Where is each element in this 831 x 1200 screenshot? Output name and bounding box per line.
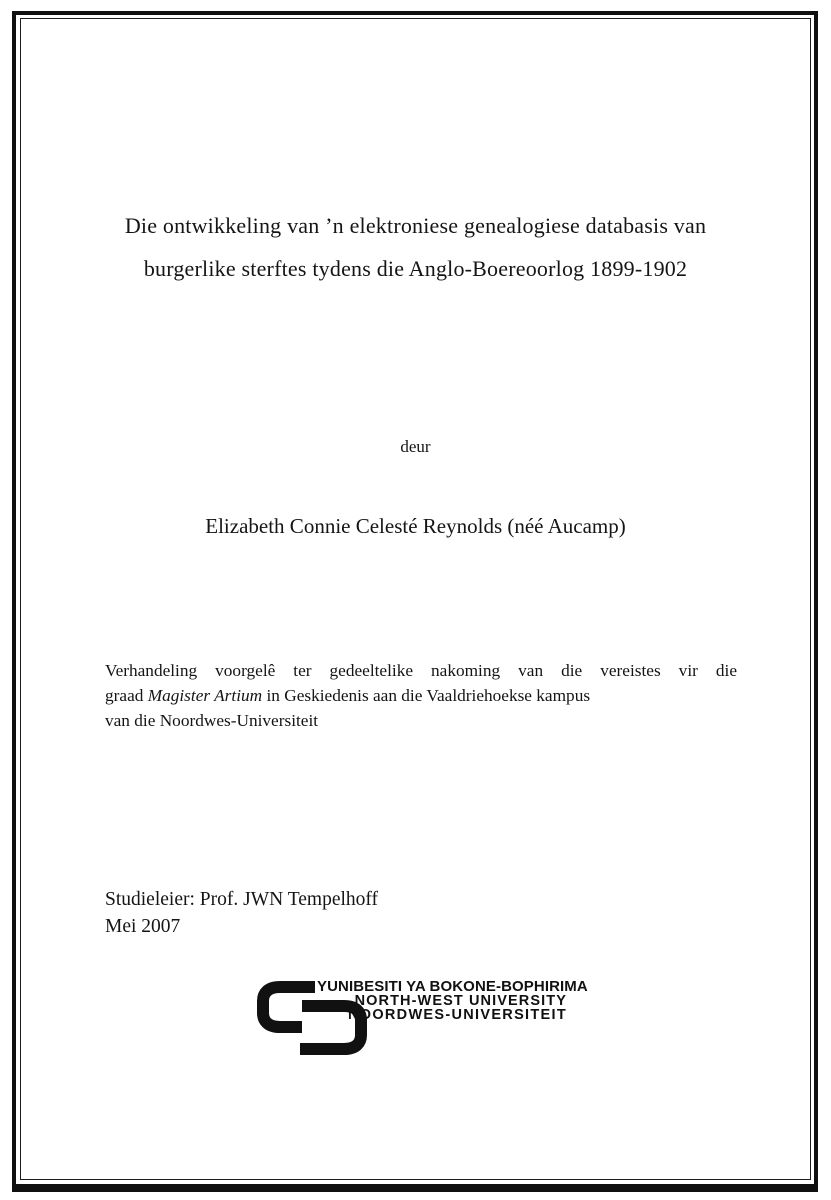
logo-text-afrikaans: NOORDWES-UNIVERSITEIT [347, 1006, 567, 1023]
author-name: Elizabeth Connie Celesté Reynolds (néé Aucamp) [205, 514, 626, 538]
supervisor-block [105, 886, 378, 940]
thesis-title-line1: Die ontwikkeling van ’n elektroniese genealogiese databasis van [124, 213, 707, 238]
submission-line2-after: in Geskiedenis aan die Vaaldriehoekse kampus [262, 686, 591, 705]
degree-name: Magister Artium [147, 686, 263, 705]
logo-text-english: NORTH-WEST UNIVERSITY [354, 993, 567, 1009]
submission-line2 [105, 683, 737, 708]
university-logo-text [317, 978, 588, 1023]
submission-line3: van die Noordwes-Universiteit [105, 711, 319, 730]
date-line: Mei 2007 [105, 916, 181, 937]
logo-text-setswana: YUNIBESITI YA BOKONE-BOPHIRIMA [317, 978, 588, 995]
thesis-title-line2: burgerlike sterftes tydens die Anglo-Boereoorlog 1899-1902 [143, 256, 688, 281]
submission-line1: Verhandeling voorgelê ter gedeeltelike nakoming van die vereistes vir die [105, 661, 737, 680]
submission-line2-before: graad [105, 686, 148, 705]
thesis-title [40, 204, 791, 290]
supervisor-line: Studieleier: Prof. JWN Tempelhoff [105, 889, 379, 910]
byline-deur: deur [400, 437, 431, 456]
submission-statement [105, 658, 737, 733]
